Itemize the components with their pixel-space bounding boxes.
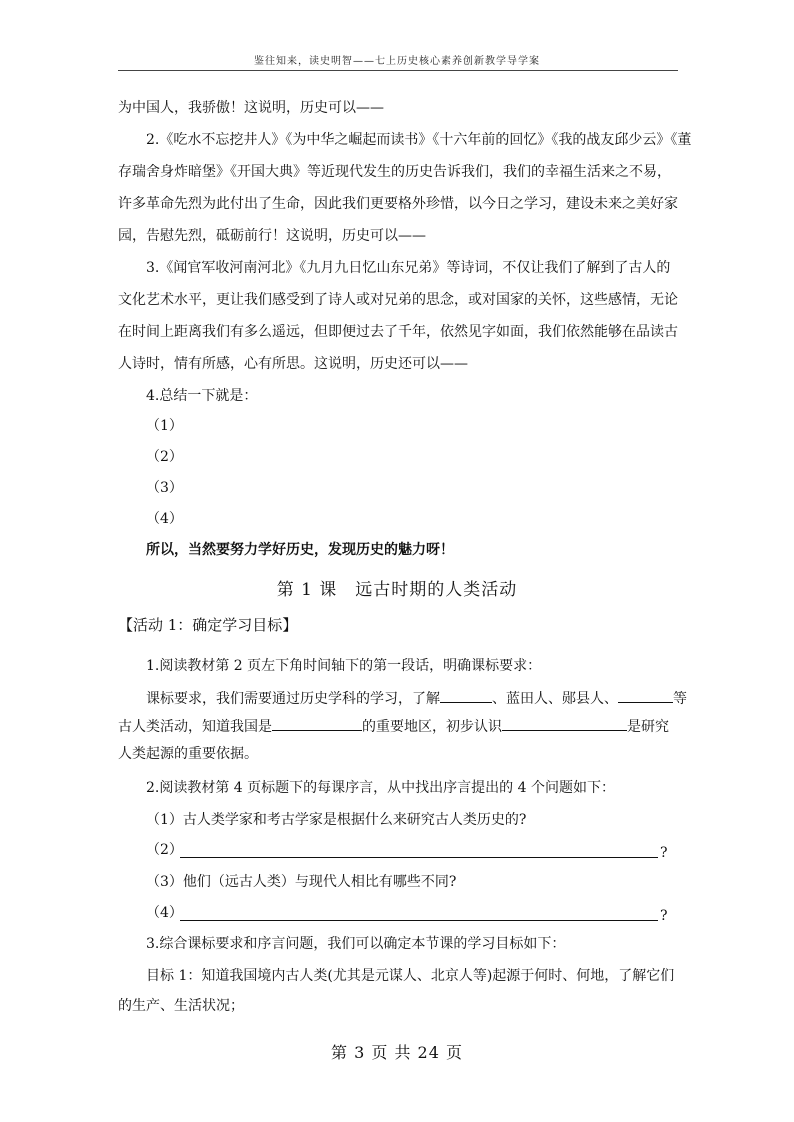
- question-2-qmark: ?: [660, 845, 668, 861]
- step-3: 3.综合课标要求和序言问题，我们可以确定本节课的学习目标如下：: [146, 936, 566, 952]
- fill-blank[interactable]: [272, 716, 362, 731]
- summary-item-1: （1）: [146, 418, 183, 434]
- goal-1-line-1: 目标 1：知道我国境内古人类(尤其是元谋人、北京人等)起源于何时、何地，了解它们: [146, 968, 675, 984]
- item2-line-4: 园，告慰先烈，砥砺前行！这说明，历史可以——: [118, 228, 426, 244]
- header-rule: [118, 70, 678, 71]
- item3-line-2: 文化艺术水平，更让我们感受到了诗人或对兄弟的思念，或对国家的关怀，这些感情，无论: [118, 292, 678, 308]
- item2-line-1: 2.《吃水不忘挖井人》《为中华之崛起而读书》《十六年前的回忆》《我的战友邱少云》《董: [146, 132, 692, 148]
- question-1: （1）古人类学家和考古学家是根据什么来研究古人类历史的?: [146, 812, 527, 828]
- summary-item-3: （3）: [146, 480, 183, 496]
- step-2: 2.阅读教材第 4 页标题下的每课序言，从中找出序言提出的 4 个问题如下：: [146, 780, 615, 796]
- fill-blank[interactable]: [502, 716, 627, 731]
- item3-line-1: 3.《闻官军收河南河北》《九月九日忆山东兄弟》等诗词，不仅让我们了解到了古人的: [146, 260, 671, 276]
- standard-text: 课标要求，我们需要通过历史学科的学习，了解: [146, 691, 440, 707]
- question-4-qmark: ?: [660, 908, 668, 924]
- page-footer: 第 3 页 共 24 页: [331, 1043, 463, 1062]
- question-4-label: （4）: [146, 905, 183, 921]
- question-3: （3）他们（远古人类）与现代人相比有哪些不同?: [146, 874, 457, 890]
- intro-line-top: 为中国人，我骄傲！这说明，历史可以——: [118, 100, 384, 116]
- step-1: 1.阅读教材第 2 页左下角时间轴下的第一段话，明确课标要求：: [146, 658, 542, 674]
- question-2-label: （2）: [146, 842, 183, 858]
- standard-text: 古人类活动，知道我国是: [118, 719, 272, 735]
- standard-line-1: [146, 688, 706, 709]
- conclusion: 所以，当然要努力学好历史，发现历史的魅力呀！: [146, 542, 454, 558]
- summary-item-2: （2）: [146, 449, 183, 465]
- question-4-answer-line[interactable]: [180, 920, 658, 921]
- item3-line-3: 在时间上距离我们有多么遥远，但即便过去了千年，依然见字如面，我们依然能够在品读古: [118, 324, 678, 340]
- summary-label: 4.总结一下就是：: [146, 388, 258, 404]
- fill-blank[interactable]: [618, 688, 673, 703]
- standard-line-2: [118, 716, 678, 737]
- standard-text: 、蓝田人、郧县人、: [492, 691, 618, 707]
- fill-blank[interactable]: [440, 688, 492, 703]
- standard-line-3: 人类起源的重要依据。: [118, 746, 258, 762]
- activity-heading: 【活动 1：确定学习目标】: [118, 616, 298, 634]
- goal-1-line-2: 的生产、生活状况；: [118, 998, 244, 1014]
- item3-line-4: 人诗时，情有所感，心有所思。这说明，历史还可以——: [118, 356, 468, 372]
- standard-text: 等: [673, 691, 687, 707]
- page-header: 鉴往知来，读史明智——七上历史核心素养创新教学导学案: [254, 56, 540, 67]
- question-2-answer-line[interactable]: [180, 857, 658, 858]
- standard-text: 是研究: [627, 719, 669, 735]
- lesson-title: 第 1 课 远古时期的人类活动: [276, 580, 518, 600]
- standard-text: 的重要地区，初步认识: [362, 719, 502, 735]
- item2-line-2: 存瑞舍身炸暗堡》《开国大典》等近现代发生的历史告诉我们，我们的幸福生活来之不易，: [118, 164, 671, 180]
- summary-item-4: （4）: [146, 511, 183, 527]
- item2-line-3: 许多革命先烈为此付出了生命，因此我们更要格外珍惜，以今日之学习，建设未来之美好家: [118, 196, 678, 212]
